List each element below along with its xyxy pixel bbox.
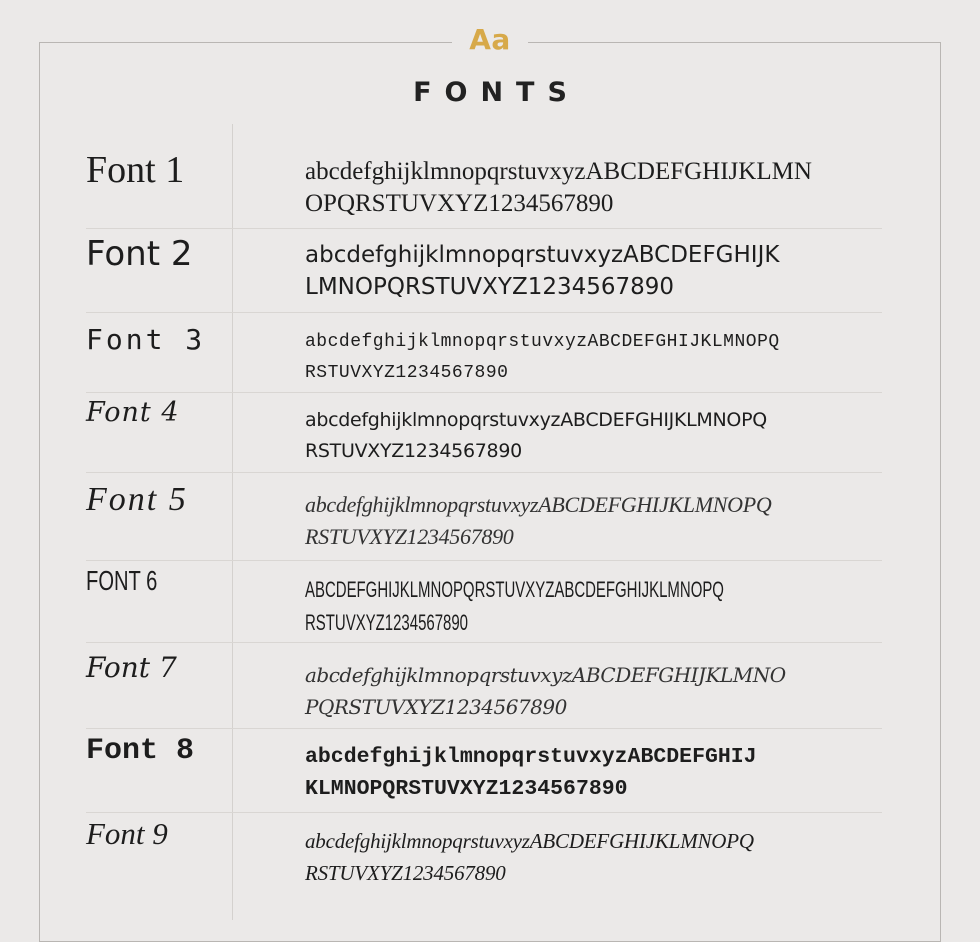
font-name: Font 4 (86, 397, 180, 428)
sample-line-2: RSTUVXYZ1234567890 (305, 610, 468, 635)
sample-line-1: abcdefghijklmnopqrstuvxyzABCDEFGHIJKLMNOPQ (305, 492, 772, 517)
sample-line-1: abcdefghijklmnopqrstuvxyzABCDEFGHIJ (305, 745, 757, 769)
font-sample (305, 825, 885, 889)
font-name: FONT 6 (86, 565, 158, 596)
font-name: Font 7 (86, 651, 177, 684)
font-sample (305, 327, 885, 389)
font-row-6 (86, 561, 882, 643)
font-name: Font 8 (86, 734, 195, 768)
sample-line-2: RSTUVXYZ1234567890 (305, 440, 522, 462)
font-sample (305, 659, 885, 723)
sample-line-2: RSTUVXYZ1234567890 (305, 363, 509, 383)
sample-line-2: LMNOPQRSTUVXYZ1234567890 (305, 274, 675, 300)
font-row-5 (86, 473, 882, 561)
font-sample (305, 156, 885, 220)
font-row-3 (86, 313, 882, 393)
sample-line-1: abcdefghijklmnopqrstuvxyzABCDEFGHIJKLMNOPQ (305, 829, 754, 853)
font-name: Font 1 (86, 149, 185, 191)
font-name: Font 5 (86, 481, 188, 518)
font-sample (305, 405, 885, 467)
sample-line-1: abcdefghijklmnopqrstuvxyzABCDEFGHIJKLMNO (305, 663, 786, 687)
font-sample (305, 489, 885, 553)
font-row-8 (86, 729, 882, 813)
sample-line-1: abcdefghijklmnopqrstuvxyzABCDEFGHIJKLMNOPQ (305, 409, 767, 431)
font-row-1 (86, 124, 882, 229)
sample-line-2: KLMNOPQRSTUVXYZ1234567890 (305, 777, 628, 801)
sample-line-1: abcdefghijklmnopqrstuvxyzABCDEFGHIJKLMNOPQ (305, 332, 780, 352)
font-name: Font 3 (86, 323, 206, 356)
sample-line-1: abcdefghijklmnopqrstuvxyzABCDEFGHIJKLMN (305, 158, 812, 185)
sample-line-2: PQRSTUVXYZ1234567890 (305, 695, 567, 719)
sample-line-2: RSTUVXYZ1234567890 (305, 524, 514, 549)
sample-line-1: abcdefghijklmnopqrstuvxyzABCDEFGHIJK (305, 242, 780, 268)
font-row-9 (86, 813, 882, 913)
aa-logo-icon: Aa (452, 20, 528, 60)
font-row-7 (86, 643, 882, 729)
font-row-4 (86, 393, 882, 473)
font-row-2 (86, 229, 882, 313)
sample-line-1: ABCDEFGHIJKLMNOPQRSTUVXYZABCDEFGHIJKLMNOPQ (305, 577, 724, 602)
font-name: Font 2 (86, 234, 193, 274)
font-sample (305, 741, 885, 805)
font-name: Font 9 (86, 816, 168, 851)
font-sample (305, 239, 885, 303)
page-title: FONTS (413, 77, 580, 108)
sample-line-2: OPQRSTUVXYZ1234567890 (305, 190, 614, 217)
sample-line-2: RSTUVXYZ1234567890 (305, 861, 506, 885)
font-sample (305, 573, 724, 639)
